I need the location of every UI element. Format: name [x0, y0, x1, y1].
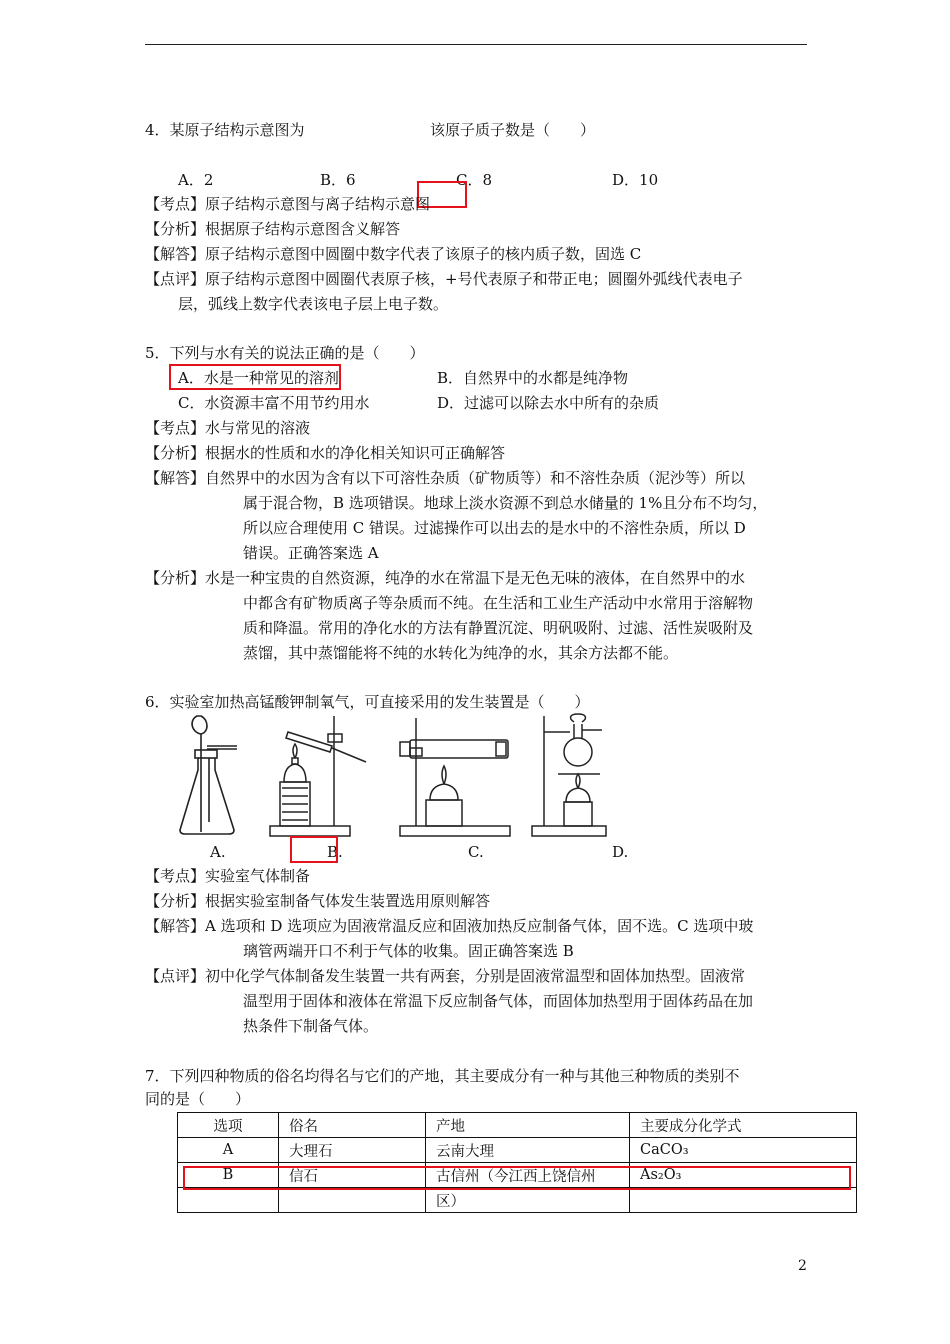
q6-dianping-2: 温型用于固体和液体在常温下反应制备气体，而固体加热型用于固体药品在加 [243, 992, 754, 1010]
apparatus-d-image [530, 712, 610, 840]
table-cell: B [178, 1163, 279, 1188]
apparatus-b-image [268, 712, 378, 840]
q5-fenxi2-2: 中都含有矿物质离子等杂质而不纯。在生活和工业生产活动中水常用于溶解物 [243, 594, 754, 612]
table-header-cell: 产地 [426, 1113, 630, 1138]
table-cell [178, 1188, 279, 1213]
q5-option-a: A．水是一种常见的溶剂 [178, 369, 339, 387]
q5-option-c: C．水资源丰富不用节约用水 [178, 394, 370, 412]
q4-option-a: A．2 [178, 171, 214, 189]
q4-dianping-2: 层，弧线上数字代表该电子层上电子数。 [178, 295, 449, 313]
q4-stem-b: 该原子质子数是（ ） [430, 121, 596, 139]
table-cell [279, 1188, 426, 1213]
table-header-row [178, 1113, 857, 1138]
q4-option-c: C．8 [456, 171, 493, 189]
q5-answer-highlight [169, 364, 341, 390]
table-cell: 信石 [279, 1163, 426, 1188]
table-row [178, 1188, 857, 1213]
table-row [178, 1138, 857, 1163]
header-rule [145, 44, 807, 45]
q4-dianping-1: 【点评】原子结构示意图中圆圈代表原子核，+号代表原子和带正电；圆圈外弧线代表电子 [145, 270, 743, 288]
q5-option-d: D．过滤可以除去水中所有的杂质 [437, 394, 660, 412]
q5-fenxi: 【分析】根据水的性质和水的净化相关知识可正确解答 [145, 444, 506, 462]
table-cell: 古信州（今江西上饶信州 [426, 1163, 630, 1188]
q6-answer-highlight [290, 836, 338, 863]
q7-stem-1: 7．下列四种物质的俗名均得名与它们的产地，其主要成分有一种与其他三种物质的类别不 [145, 1067, 740, 1085]
q5-fenxi2-3: 质和降温。常用的净化水的方法有静置沉淀、明矾吸附、过滤、活性炭吸附及 [243, 619, 754, 637]
table-cell: A [178, 1138, 279, 1163]
q5-fenxi2-4: 蒸馏，其中蒸馏能将不纯的水转化为纯净的水，其余方法都不能。 [243, 644, 679, 662]
q7-answer-highlight [183, 1166, 851, 1190]
q4-fenxi: 【分析】根据原子结构示意图含义解答 [145, 220, 401, 238]
table-cell: As₂O₃ [630, 1163, 857, 1188]
q5-jieda-1: 【解答】自然界中的水因为含有以下可溶性杂质（矿物质等）和不溶性杂质（泥沙等）所以 [145, 469, 746, 487]
page-number: 2 [798, 1258, 807, 1274]
q6-dianping-1: 【点评】初中化学气体制备发生装置一共有两套，分别是固液常温型和固体加热型。固液常 [145, 967, 746, 985]
apparatus-c-image [396, 712, 516, 840]
table-cell: 区） [426, 1188, 630, 1213]
q4-option-d: D．10 [612, 171, 659, 189]
q6-jieda-1: 【解答】A 选项和 D 选项应为固液常温反应和固液加热反应制备气体，固不选。C 选项中玻 [145, 917, 754, 935]
table-cell: 云南大理 [426, 1138, 630, 1163]
q5-kaodian: 【考点】水与常见的溶液 [145, 419, 311, 437]
table-cell: CaCO₃ [630, 1138, 857, 1163]
q5-jieda-4: 错误。正确答案选 A [243, 544, 379, 562]
q6-jieda-2: 璃管两端开口不利于气体的收集。固正确答案选 B [243, 942, 574, 960]
q5-stem: 5．下列与水有关的说法正确的是（ ） [145, 344, 425, 362]
q6-dianping-3: 热条件下制备气体。 [243, 1017, 379, 1035]
q4-option-b: B．6 [320, 171, 356, 189]
apparatus-a-label: A. [210, 843, 226, 861]
table-header-cell: 主要成分化学式 [630, 1113, 857, 1138]
table-header-cell: 俗名 [279, 1113, 426, 1138]
apparatus-c-label: C. [468, 843, 484, 861]
q5-jieda-3: 所以应合理使用 C 错误。过滤操作可以出去的是水中的不溶性杂质，所以 D [243, 519, 746, 537]
q7-stem-2: 同的是（ ） [145, 1090, 251, 1108]
q4-stem-a: 4．某原子结构示意图为 [145, 121, 305, 139]
q4-jieda: 【解答】原子结构示意图中圆圈中数字代表了该原子的核内质子数，固选 C [145, 245, 642, 263]
table-header-cell: 选项 [178, 1113, 279, 1138]
table-cell [630, 1188, 857, 1213]
q6-stem: 6．实验室加热高锰酸钾制氧气，可直接采用的发生装置是（ ） [145, 693, 590, 711]
q6-fenxi: 【分析】根据实验室制备气体发生装置选用原则解答 [145, 892, 491, 910]
apparatus-d-label: D. [612, 843, 629, 861]
q5-fenxi2-1: 【分析】水是一种宝贵的自然资源，纯净的水在常温下是无色无味的液体，在自然界中的水 [145, 569, 746, 587]
q5-jieda-2: 属于混合物，B 选项错误。地球上淡水资源不到总水储量的 1%且分布不均匀， [243, 494, 768, 512]
q7-table [177, 1112, 857, 1213]
apparatus-b-label: B. [327, 843, 343, 861]
q6-kaodian: 【考点】实验室气体制备 [145, 867, 311, 885]
table-cell: 大理石 [279, 1138, 426, 1163]
q5-option-b: B．自然界中的水都是纯净物 [437, 369, 629, 387]
q4-kaodian: 【考点】原子结构示意图与离子结构示意图 [145, 195, 431, 213]
apparatus-a-image [175, 712, 245, 840]
